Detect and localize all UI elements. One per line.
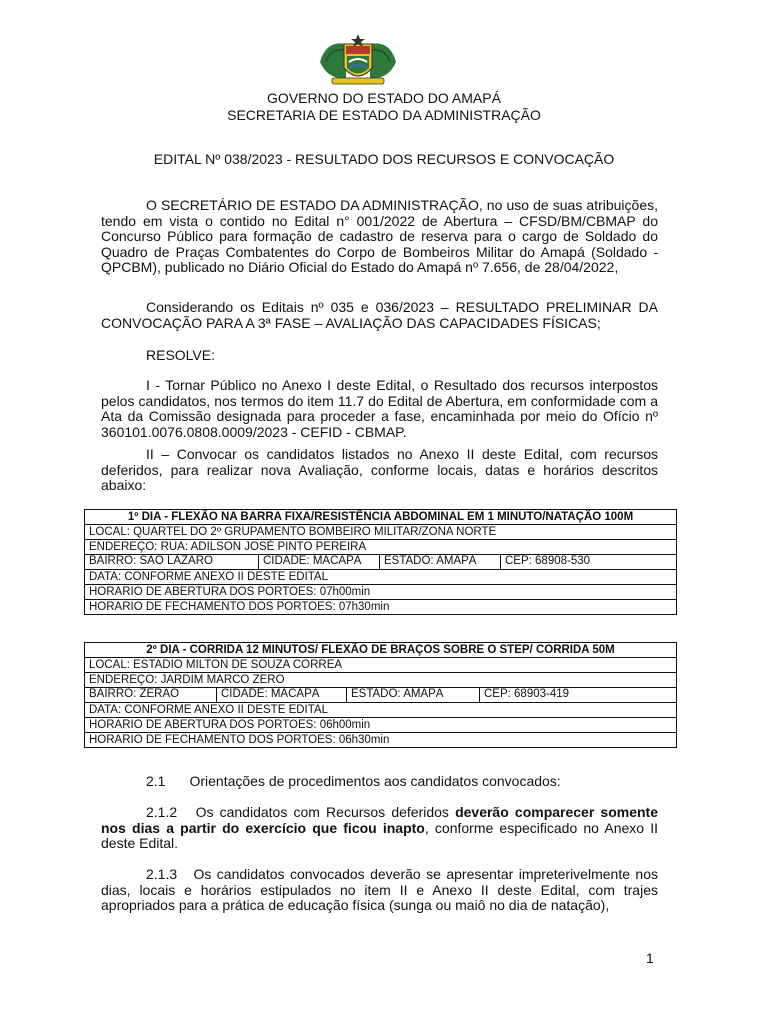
day1-title: 1º DIA - FLEXÃO NA BARRA FIXA/RESISTÊNCIA ABDOMINAL EM 1 MINUTO/NATAÇÃO 100M xyxy=(85,510,677,525)
day2-cidade: CIDADE: MACAPÁ xyxy=(221,688,347,702)
day2-bairro: BAIRRO: ZERÃO xyxy=(89,688,217,702)
section-2-1-2-bold: deverão comparecer somente nos dias a partir do exercício que ficou inapto xyxy=(101,804,659,836)
section-2-1-3-number: 2.1.3 xyxy=(146,866,178,882)
day2-local: LOCAL: ESTADIO MILTON DE SOUZA CORREA xyxy=(85,658,677,673)
day2-estado: ESTADO: AMAPÁ xyxy=(351,688,480,702)
day2-address: ENDEREÇO: JARDIM MARCO ZERO xyxy=(85,673,677,688)
paragraph-item-i: I - Tornar Público no Anexo I deste Edital, o Resultado dos recursos interpostos pelos candidatos, nos termos do item 11.7 do Edital de Abertura, em conformidade com a Ata da Comissão designada para proceder a fase, encaminhada por meio do Ofício nº 360101.0076.0808.0009/2023 - CEFID - CBMAP. xyxy=(101,377,658,440)
paragraph-considering: Considerando os Editais nº 035 e 036/2023 – RESULTADO PRELIMINAR DA CONVOCAÇÃO PARA A 3ª FASE – AVALIAÇÃO DAS CAPACIDADES FÍSICAS; xyxy=(101,299,658,331)
day2-date: DATA: CONFORME ANEXO II DESTE EDITAL xyxy=(85,703,677,718)
day1-address: ENDEREÇO: RUA: ADILSON JOSÉ PINTO PEREIRA xyxy=(85,540,677,555)
edital-title: EDITAL Nº 038/2023 - RESULTADO DOS RECURSOS E CONVOCAÇÃO xyxy=(153,151,615,167)
day1-gate-close: HORARIO DE FECHAMENTO DOS PORTOES: 07h30min xyxy=(85,600,677,615)
section-2-1-2-text-a: Os candidatos com Recursos deferidos xyxy=(195,804,449,820)
day1-bairro: BAIRRO: SÃO LÁZARO xyxy=(89,555,259,569)
day1-date: DATA: CONFORME ANEXO II DESTE EDITAL xyxy=(85,570,677,585)
section-2-1-2-number: 2.1.2 xyxy=(146,804,178,820)
amapa-coat-of-arms-icon xyxy=(316,32,400,88)
day1-location-row xyxy=(85,555,677,570)
day1-schedule-table xyxy=(84,509,677,615)
paragraph-resolve: RESOLVE: xyxy=(146,347,215,363)
section-2-1-3-text: Os candidatos convocados deverão se apresentar impreterivelmente nos dias, locais e horários estipulados no item II e Anexo II deste Edital, com trajes apropriados para a prática de educação física (sunga ou maiô no dia de natação), xyxy=(101,866,659,914)
day2-gate-close: HORARIO DE FECHAMENTO DOS PORTOES: 06h30min xyxy=(85,733,677,748)
secretariat-name: SECRETARIA DE ESTADO DA ADMINISTRAÇÃO xyxy=(227,107,541,123)
day1-local: LOCAL: QUARTEL DO 2º GRUPAMENTO BOMBEIRO MILITAR/ZONA NORTE xyxy=(85,525,677,540)
government-name: GOVERNO DO ESTADO DO AMAPÁ xyxy=(267,90,501,106)
day2-title: 2º DIA - CORRIDA 12 MINUTOS/ FLEXÃO DE BRAÇOS SOBRE O STEP/ CORRIDA 50M xyxy=(85,643,677,658)
day1-cep: CEP: 68908-530 xyxy=(505,555,591,567)
section-2-1-text: Orientações de procedimentos aos candidatos convocados: xyxy=(189,773,561,789)
day1-cidade: CIDADE: MACAPÁ xyxy=(263,555,380,569)
day2-cep: CEP: 68903-419 xyxy=(484,688,570,700)
day2-location-row xyxy=(85,688,677,703)
paragraph-secretary: O SECRETÁRIO DE ESTADO DA ADMINISTRAÇÃO, no uso de suas atribuições, tendo em vista o contido no Edital n° 001/2022 de Abertura – CFSD/BM/CBMAP do Concurso Público para formação de cadastro de reserva para o cargo de Soldado do Quadro de Praças Combatentes do Corpo de Bombeiros Militar do Amapá (Soldado - QPCBM), publicado no Diário Oficial do Estado do Amapá nº 7.656, de 28/04/2022, xyxy=(101,197,658,276)
day1-gate-open: HORARIO DE ABERTURA DOS PORTOES: 07h00min xyxy=(85,585,677,600)
day2-gate-open: HORARIO DE ABERTURA DOS PORTOES: 06h00min xyxy=(85,718,677,733)
day2-schedule-table xyxy=(84,642,677,748)
section-2-1-number: 2.1 xyxy=(146,773,166,789)
section-2-1-3 xyxy=(101,867,658,914)
section-2-1-2-text-c: , conforme especificado no Anexo II deste Edital. xyxy=(101,819,658,852)
section-2-1-2 xyxy=(101,805,658,852)
section-2-1 xyxy=(101,774,658,790)
paragraph-item-ii: II – Convocar os candidatos listados no Anexo II deste Edital, com recursos deferidos, para realizar nova Avaliação, conforme locais, datas e horários descritos abaixo: xyxy=(101,446,658,494)
page-number: 1 xyxy=(646,950,654,966)
day1-estado: ESTADO: AMAPÁ xyxy=(384,555,501,569)
